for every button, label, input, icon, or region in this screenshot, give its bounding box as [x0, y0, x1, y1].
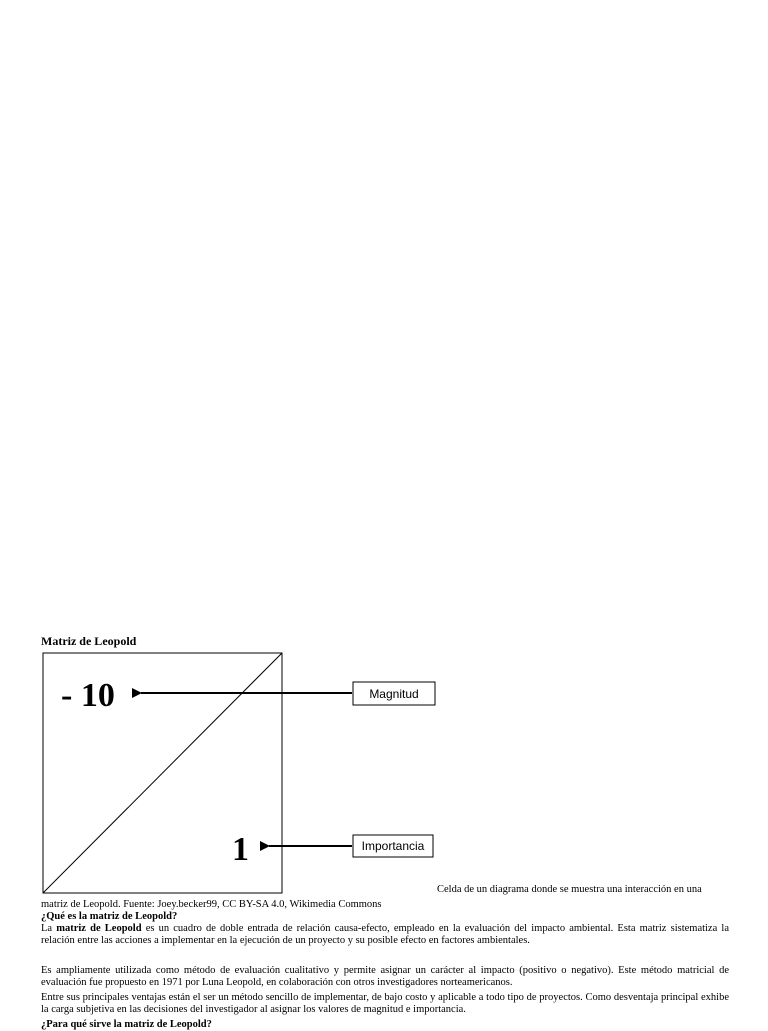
figure-caption-part2: matriz de Leopold. Fuente: Joey.becker99, CC BY-SA 4.0, Wikimedia Commons — [41, 899, 382, 910]
importance-label: Importancia — [361, 839, 425, 853]
document-title: Matriz de Leopold — [41, 634, 137, 648]
figure-caption-part1: Celda de un diagrama donde se muestra una interacción en una — [437, 884, 702, 895]
paragraph-definition-lead: La — [41, 923, 57, 934]
magnitude-label: Magnitud — [369, 687, 419, 701]
paragraph-definition-rest: es un cuadro de doble entrada de relación causa-efecto, empleado en la evaluación del impacto ambiental. Esta matriz sistematiza la relación entre las acciones a implementar en la ejecución de un proyecto y su posible efecto en factores ambientales. — [41, 923, 729, 946]
paragraph-definition — [41, 923, 729, 946]
paragraph-advantages: Entre sus principales ventajas están el ser un método sencillo de implementar, de bajo costo y aplicable a todo tipo de proyectos. Como desventaja principal exhibe la carga subjetiva en las decisiones del investigador al asignar los valores de magnitud e importancia. — [41, 992, 729, 1015]
importance-value: 1 — [232, 831, 249, 868]
magnitude-value: - 10 — [61, 677, 115, 714]
next-section-heading: ¿Para qué sirve la matriz de Leopold? — [41, 1019, 212, 1030]
section-heading: ¿Qué es la matriz de Leopold? — [41, 911, 178, 922]
paragraph-usage: Es ampliamente utilizada como método de evaluación cualitativo y permite asignar un carácter al impacto (positivo o negativo). Este método matricial de evaluación fue propuesto en 1971 por Luna Leopold, en colaboración con otros investigadores norteamericanos. — [41, 965, 729, 988]
paragraph-definition-term: matriz de Leopold — [56, 923, 142, 934]
leopold-cell-diagram — [41, 650, 441, 896]
leopold-cell-figure — [41, 650, 441, 896]
